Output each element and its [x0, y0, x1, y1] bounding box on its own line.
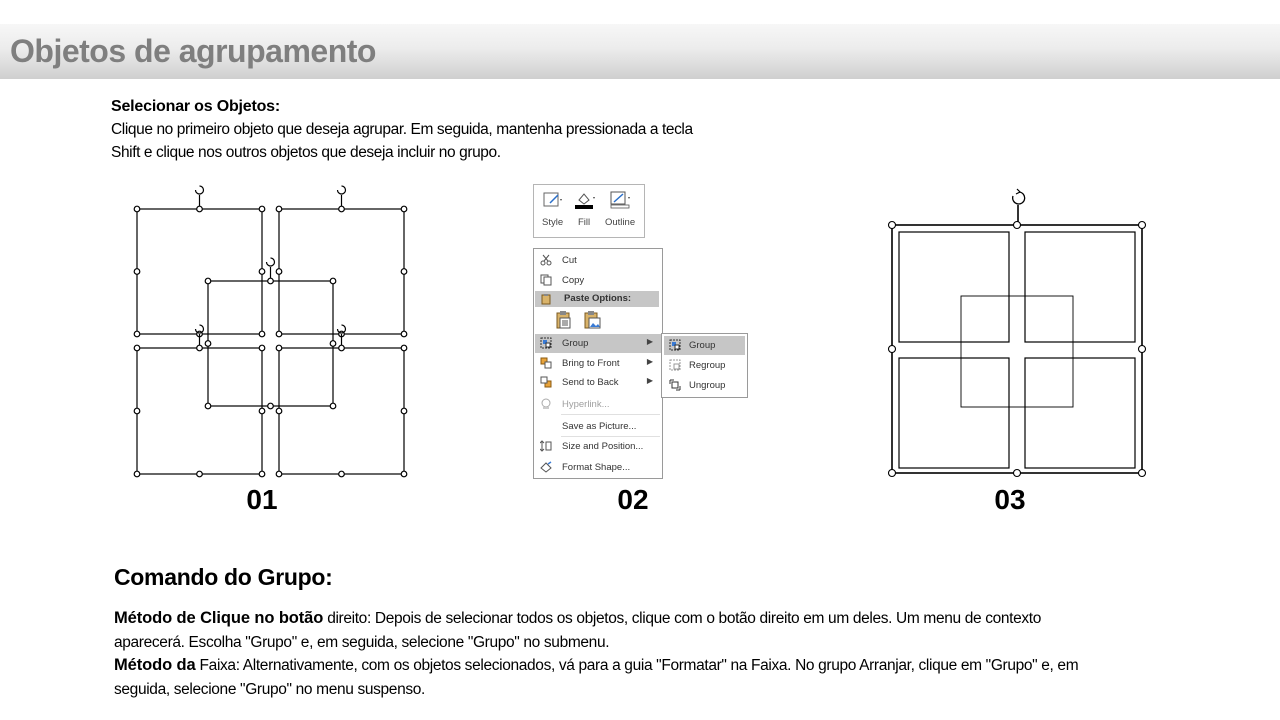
size-position-icon: [540, 440, 552, 452]
menu-item-send-to-back-label: Send to Back: [562, 377, 619, 388]
method-ribbon: [114, 654, 1094, 701]
submenu-item-regroup[interactable]: [664, 356, 745, 375]
send-to-back-icon: [540, 376, 552, 388]
group-square-top-right: [1025, 232, 1135, 342]
page-title: Objetos de agrupamento: [10, 33, 376, 69]
paste-as-picture-icon[interactable]: [584, 310, 602, 330]
resize-handle: [1139, 346, 1146, 353]
shape-fill-icon[interactable]: [574, 191, 596, 209]
method-ribbon-text: Faixa: Alternativamente, com os objetos selecionados, vá para a guia "Formatar" na Faixa. No grupo Arranjar, clique em "Grupo" e, em seguida, selecione "Grupo" no menu suspenso.: [114, 657, 1079, 698]
figure-label-03: 03: [994, 484, 1026, 515]
ungroup-icon: [669, 379, 681, 391]
outline-label[interactable]: Outline: [605, 217, 636, 228]
clipboard-icon: [540, 293, 552, 305]
copy-icon: [540, 274, 552, 286]
menu-item-group-label: Group: [562, 338, 589, 349]
rotate-handle-icon: [1013, 189, 1025, 204]
resize-handle: [889, 470, 896, 477]
menu-item-size-and-position-label: Size and Position...: [562, 441, 644, 452]
menu-item-copy-label: Copy: [562, 275, 585, 286]
method-ribbon-heading: Método da: [114, 656, 196, 674]
format-shape-icon: [540, 461, 552, 473]
submenu-arrow-icon: ▶: [646, 376, 653, 385]
method-right-click-heading: Método de Clique no botão: [114, 609, 324, 627]
submenu-arrow-icon: ▶: [646, 337, 653, 346]
menu-item-format-shape[interactable]: [535, 458, 661, 477]
menu-item-cut-label: Cut: [562, 255, 577, 266]
menu-item-copy[interactable]: [535, 271, 661, 290]
menu-item-size-and-position[interactable]: [535, 437, 661, 456]
scissors-icon: [540, 254, 552, 266]
submenu-item-ungroup[interactable]: [664, 376, 745, 395]
resize-handle: [1014, 222, 1021, 229]
menu-item-format-shape-label: Format Shape...: [562, 462, 631, 473]
figure-label-01: 01: [246, 484, 278, 515]
menu-item-send-to-back[interactable]: [535, 373, 661, 392]
menu-item-save-as-picture-label: Save as Picture...: [562, 421, 637, 432]
context-menu: [533, 248, 663, 479]
hyperlink-icon: [540, 398, 552, 410]
group-command-text: [114, 607, 1094, 701]
resize-handle: [1014, 470, 1021, 477]
paste-keep-source-icon[interactable]: [556, 310, 572, 330]
shape-outline-icon[interactable]: [610, 191, 632, 209]
paste-options-header: [535, 291, 659, 307]
intro-line-2: Shift e clique nos outros objetos que deseja incluir no grupo.: [111, 144, 501, 161]
menu-item-hyperlink-label: Hyperlink...: [562, 399, 610, 410]
group-bounding-box: [892, 225, 1142, 473]
menu-item-hyperlink[interactable]: [535, 395, 661, 414]
menu-item-bring-to-front[interactable]: [535, 354, 661, 373]
group-square-bottom-right: [1025, 358, 1135, 468]
menu-item-save-as-picture[interactable]: [535, 417, 661, 436]
menu-item-bring-to-front-label: Bring to Front: [562, 358, 620, 369]
group-square-top-left: [899, 232, 1009, 342]
group-command-title: Comando do Grupo:: [114, 564, 333, 590]
method-right-click: [114, 607, 1094, 654]
regroup-icon: [669, 359, 681, 371]
group-icon: [669, 339, 681, 351]
group-square-bottom-left: [899, 358, 1009, 468]
resize-handle: [889, 222, 896, 229]
submenu-item-ungroup-label: Ungroup: [689, 380, 726, 391]
submenu-arrow-icon: ▶: [646, 357, 653, 366]
resize-handle: [1139, 470, 1146, 477]
intro-line-1: Clique no primeiro objeto que deseja agrupar. Em seguida, mantenha pressionada a tecla: [111, 121, 693, 138]
submenu-item-regroup-label: Regroup: [689, 360, 726, 371]
group-submenu: [661, 333, 748, 398]
fill-label[interactable]: Fill: [578, 217, 591, 228]
figure-label-02: 02: [617, 484, 649, 515]
menu-item-group[interactable]: [535, 334, 661, 353]
group-icon: [540, 337, 552, 349]
style-label[interactable]: Style: [542, 217, 564, 228]
submenu-item-group-label: Group: [689, 340, 716, 351]
paste-options-label: Paste Options:: [564, 293, 632, 304]
resize-handle: [889, 346, 896, 353]
resize-handle: [1139, 222, 1146, 229]
submenu-item-group[interactable]: [664, 336, 745, 355]
ribbon-shape-styles: [533, 184, 645, 238]
group-square-center: [961, 296, 1073, 407]
menu-item-cut[interactable]: [535, 251, 661, 270]
menu-separator: [561, 414, 660, 415]
shape-style-icon[interactable]: [542, 191, 564, 209]
bring-to-front-icon: [540, 357, 552, 369]
intro-heading: Selecionar os Objetos:: [111, 98, 280, 115]
method-right-click-text: direito: Depois de selecionar todos os objetos, clique com o botão direito em um deles. Um menu de contexto aparecerá. Escolha "Grupo" e, em seguida, selecione "Grupo" no submenu.: [114, 610, 1042, 651]
